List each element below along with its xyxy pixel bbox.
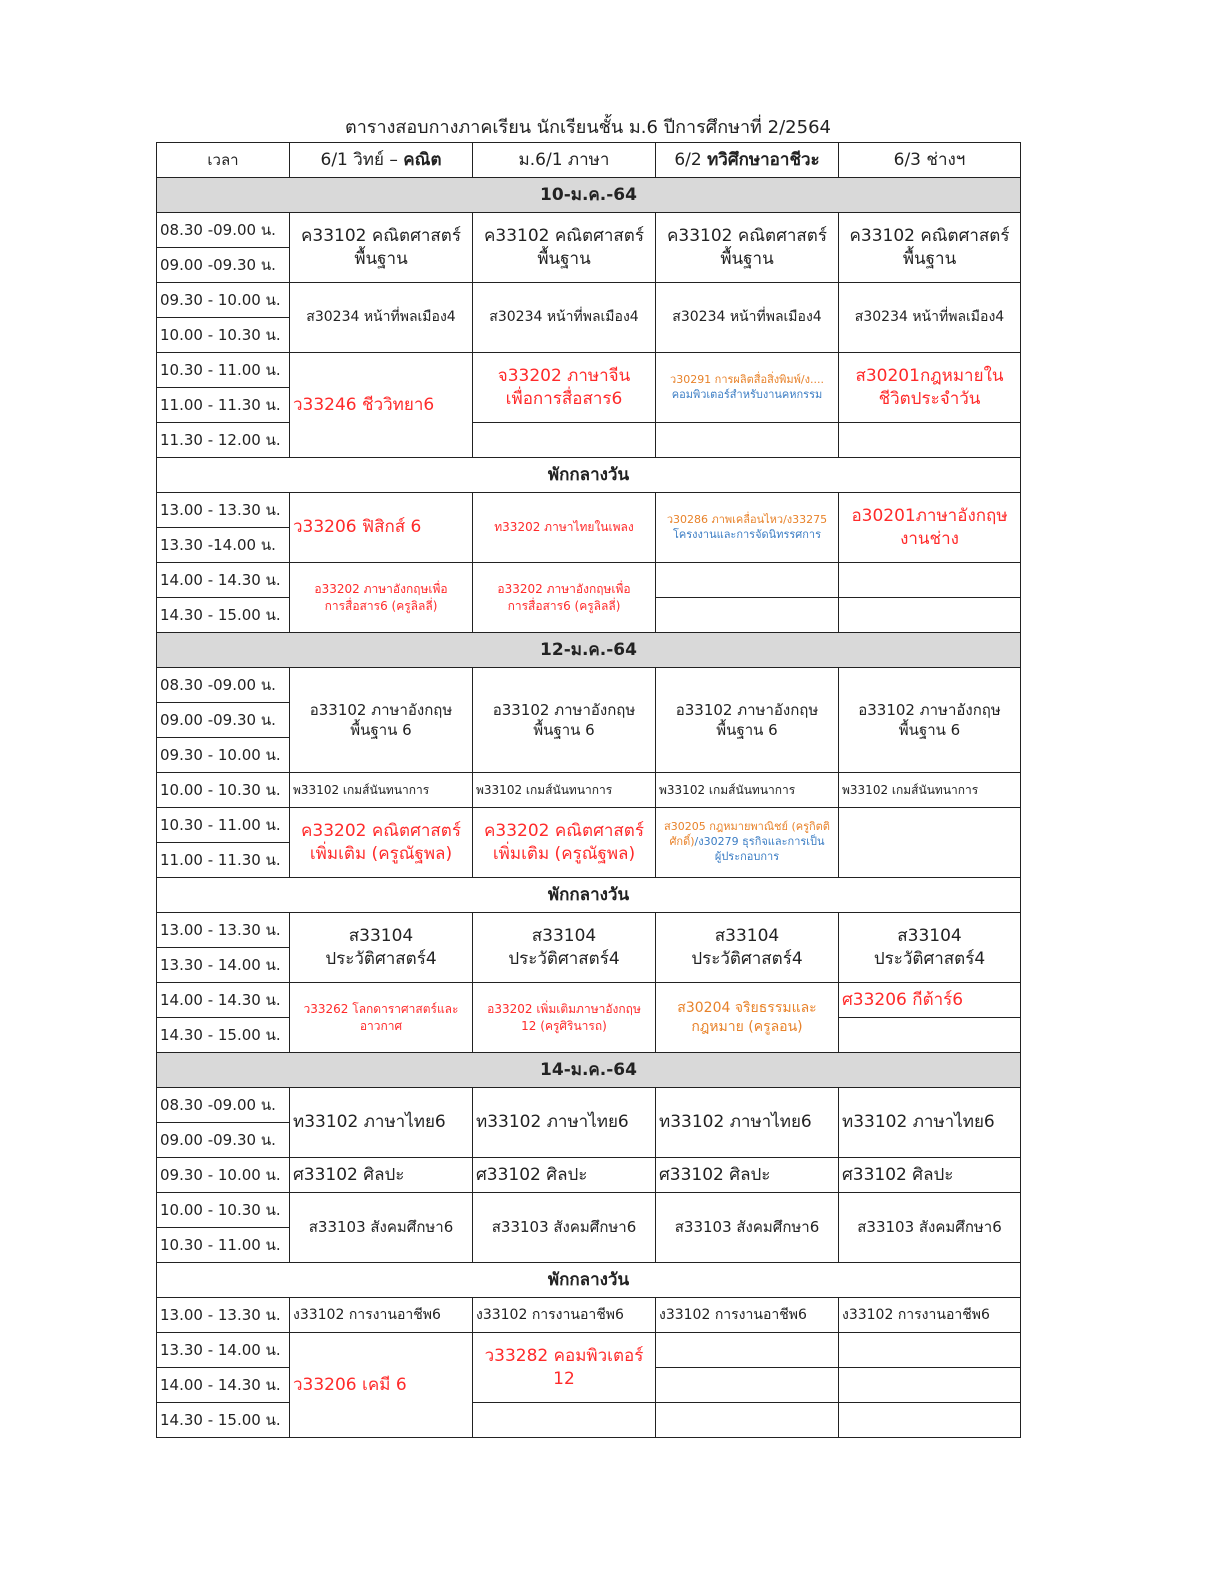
time-slot: 09.30 - 10.00 น. <box>157 1158 290 1193</box>
header-time: เวลา <box>157 143 290 178</box>
exam-cell: อ30201ภาษาอังกฤษ งานช่าง <box>839 493 1021 563</box>
time-slot: 13.30 -14.00 น. <box>157 528 290 563</box>
time-slot: 09.00 -09.30 น. <box>157 1123 290 1158</box>
exam-cell: ศ33102 ศิลปะ <box>290 1158 473 1193</box>
exam-cell: อ33202 ภาษาอังกฤษเพื่อ การสื่อสาร6 (ครูลิลลี่) <box>290 563 473 633</box>
exam-cell: ส30205 กฎหมายพาณิชย์ (ครูกิตติ ศักดิ์)/ง30279 ธุรกิจและการเป็น ผู้ประกอบการ <box>656 808 839 878</box>
exam-cell: ค33202 คณิตศาสตร์ เพิ่มเติม (ครูณัฐพล) <box>290 808 473 878</box>
exam-cell: ว33262 โลกดาราศาสตร์และ อาวกาศ <box>290 983 473 1053</box>
exam-cell: พ33102 เกมส์นันทนาการ <box>290 773 473 808</box>
empty-cell <box>839 563 1021 598</box>
time-slot: 14.30 - 15.00 น. <box>157 1018 290 1053</box>
exam-cell: ว33206 ฟิสิกส์ 6 <box>290 493 473 563</box>
exam-cell: พ33102 เกมส์นันทนาการ <box>656 773 839 808</box>
exam-cell: ส33103 สังคมศึกษา6 <box>290 1193 473 1263</box>
time-slot: 14.30 - 15.00 น. <box>157 1403 290 1438</box>
time-slot: 14.00 - 14.30 น. <box>157 983 290 1018</box>
exam-cell: ท33102 ภาษาไทย6 <box>839 1088 1021 1158</box>
exam-cell: ง33102 การงานอาชีพ6 <box>839 1298 1021 1333</box>
date-row: 12-ม.ค.-64 <box>157 633 1021 668</box>
time-slot: 14.00 - 14.30 น. <box>157 1368 290 1403</box>
exam-cell: ศ33102 ศิลปะ <box>473 1158 656 1193</box>
exam-cell: ท33102 ภาษาไทย6 <box>290 1088 473 1158</box>
time-slot: 10.30 - 11.00 น. <box>157 808 290 843</box>
exam-cell: ค33202 คณิตศาสตร์ เพิ่มเติม (ครูณัฐพล) <box>473 808 656 878</box>
time-slot: 10.00 - 10.30 น. <box>157 773 290 808</box>
exam-cell: พ33102 เกมส์นันทนาการ <box>473 773 656 808</box>
exam-cell: ว33282 คอมพิวเตอร์ 12 <box>473 1333 656 1403</box>
empty-cell <box>656 1333 839 1368</box>
lunch-break-row: พักกลางวัน <box>157 458 1021 493</box>
exam-cell: ค33102 คณิตศาสตร์ พื้นฐาน <box>473 213 656 283</box>
empty-cell <box>473 1403 656 1438</box>
exam-cell: ว33246 ชีววิทยา6 <box>290 353 473 458</box>
exam-cell: อ33102 ภาษาอังกฤษ พื้นฐาน 6 <box>839 668 1021 773</box>
header-6-2-vocational: 6/2 ทวิศึกษาอาชีวะ <box>656 143 839 178</box>
exam-cell: อ33102 ภาษาอังกฤษ พื้นฐาน 6 <box>473 668 656 773</box>
exam-cell: ค33102 คณิตศาสตร์ พื้นฐาน <box>656 213 839 283</box>
exam-cell: พ33102 เกมส์นันทนาการ <box>839 773 1021 808</box>
time-slot: 08.30 -09.00 น. <box>157 668 290 703</box>
date-row: 10-ม.ค.-64 <box>157 178 1021 213</box>
exam-cell: ส30234 หน้าที่พลเมือง4 <box>473 283 656 353</box>
header-6-3-technician: 6/3 ช่างฯ <box>839 143 1021 178</box>
time-slot: 11.00 - 11.30 น. <box>157 388 290 423</box>
exam-cell: ส33103 สังคมศึกษา6 <box>656 1193 839 1263</box>
header-row <box>157 143 1021 178</box>
empty-cell <box>839 1368 1021 1403</box>
time-slot: 10.00 - 10.30 น. <box>157 318 290 353</box>
date-row: 14-ม.ค.-64 <box>157 1053 1021 1088</box>
time-slot: 14.00 - 14.30 น. <box>157 563 290 598</box>
empty-cell <box>839 598 1021 633</box>
exam-cell: ส33104 ประวัติศาสตร์4 <box>839 913 1021 983</box>
time-slot: 13.30 - 14.00 น. <box>157 1333 290 1368</box>
time-slot: 09.00 -09.30 น. <box>157 703 290 738</box>
exam-cell: ท33202 ภาษาไทยในเพลง <box>473 493 656 563</box>
empty-cell <box>839 1018 1021 1053</box>
exam-cell: ว30291 การผลิตสื่อสิ่งพิมพ์/ง.... คอมพิวเตอร์สำหรับงานคหกรรม <box>656 353 839 423</box>
exam-cell: ส33104 ประวัติศาสตร์4 <box>656 913 839 983</box>
exam-cell: ค33102 คณิตศาสตร์ พื้นฐาน <box>839 213 1021 283</box>
exam-cell: ว33206 เคมี 6 <box>290 1333 473 1438</box>
time-slot: 14.30 - 15.00 น. <box>157 598 290 633</box>
time-slot: 08.30 -09.00 น. <box>157 213 290 248</box>
time-slot: 09.00 -09.30 น. <box>157 248 290 283</box>
lunch-break-row: พักกลางวัน <box>157 878 1021 913</box>
page-title: ตารางสอบกางภาคเรียน นักเรียนชั้น ม.6 ปีการศึกษาที่ 2/2564 <box>345 117 831 138</box>
exam-cell: ง33102 การงานอาชีพ6 <box>656 1298 839 1333</box>
time-slot: 09.30 - 10.00 น. <box>157 283 290 318</box>
lunch-break-row: พักกลางวัน <box>157 1263 1021 1298</box>
exam-cell: อ33102 ภาษาอังกฤษ พื้นฐาน 6 <box>656 668 839 773</box>
time-slot: 13.30 - 14.00 น. <box>157 948 290 983</box>
exam-cell: ง33102 การงานอาชีพ6 <box>290 1298 473 1333</box>
exam-cell: ส30204 จริยธรรมและ กฎหมาย (ครูลอน) <box>656 983 839 1053</box>
empty-cell <box>839 1333 1021 1368</box>
exam-cell: ท33102 ภาษาไทย6 <box>473 1088 656 1158</box>
exam-cell: ศ33206 กีต้าร์6 <box>839 983 1021 1018</box>
time-slot: 11.30 - 12.00 น. <box>157 423 290 458</box>
time-slot: 08.30 -09.00 น. <box>157 1088 290 1123</box>
exam-cell: อ33202 ภาษาอังกฤษเพื่อ การสื่อสาร6 (ครูลิลลี่) <box>473 563 656 633</box>
exam-cell: ส33103 สังคมศึกษา6 <box>839 1193 1021 1263</box>
exam-cell: ส33103 สังคมศึกษา6 <box>473 1193 656 1263</box>
empty-cell <box>839 1403 1021 1438</box>
exam-cell: ส30234 หน้าที่พลเมือง4 <box>656 283 839 353</box>
time-slot: 09.30 - 10.00 น. <box>157 738 290 773</box>
time-slot: 10.30 - 11.00 น. <box>157 1228 290 1263</box>
time-slot: 10.00 - 10.30 น. <box>157 1193 290 1228</box>
header-6-1-language: ม.6/1 ภาษา <box>473 143 656 178</box>
exam-cell: ส33104 ประวัติศาสตร์4 <box>473 913 656 983</box>
empty-cell <box>656 598 839 633</box>
empty-cell <box>656 563 839 598</box>
exam-cell: ศ33102 ศิลปะ <box>656 1158 839 1193</box>
exam-cell: อ33202 เพิ่มเติมภาษาอังกฤษ 12 (ครูศิรินารถ) <box>473 983 656 1053</box>
empty-cell <box>839 423 1021 458</box>
exam-cell: ส30234 หน้าที่พลเมือง4 <box>290 283 473 353</box>
exam-cell: ส33104 ประวัติศาสตร์4 <box>290 913 473 983</box>
time-slot: 10.30 - 11.00 น. <box>157 353 290 388</box>
empty-cell <box>656 1403 839 1438</box>
empty-cell <box>656 1368 839 1403</box>
time-slot: 13.00 - 13.30 น. <box>157 1298 290 1333</box>
exam-cell: ว30286 ภาพเคลื่อนไหว/ง33275 โครงงานและการจัดนิทรรศการ <box>656 493 839 563</box>
exam-cell: ส30201กฎหมายใน ชีวิตประจำวัน <box>839 353 1021 423</box>
exam-cell: ท33102 ภาษาไทย6 <box>656 1088 839 1158</box>
empty-cell <box>656 423 839 458</box>
time-slot: 13.00 - 13.30 น. <box>157 493 290 528</box>
exam-cell: อ33102 ภาษาอังกฤษ พื้นฐาน 6 <box>290 668 473 773</box>
time-slot: 13.00 - 13.30 น. <box>157 913 290 948</box>
exam-cell: ค33102 คณิตศาสตร์ พื้นฐาน <box>290 213 473 283</box>
exam-cell: ศ33102 ศิลปะ <box>839 1158 1021 1193</box>
exam-cell: ส30234 หน้าที่พลเมือง4 <box>839 283 1021 353</box>
exam-schedule-table <box>156 142 1021 1438</box>
empty-cell <box>839 808 1021 878</box>
time-slot: 11.00 - 11.30 น. <box>157 843 290 878</box>
header-6-1-science: 6/1 วิทย์ – คณิต <box>290 143 473 178</box>
exam-cell: จ33202 ภาษาจีน เพื่อการสื่อสาร6 <box>473 353 656 423</box>
empty-cell <box>473 423 656 458</box>
exam-cell: ง33102 การงานอาชีพ6 <box>473 1298 656 1333</box>
